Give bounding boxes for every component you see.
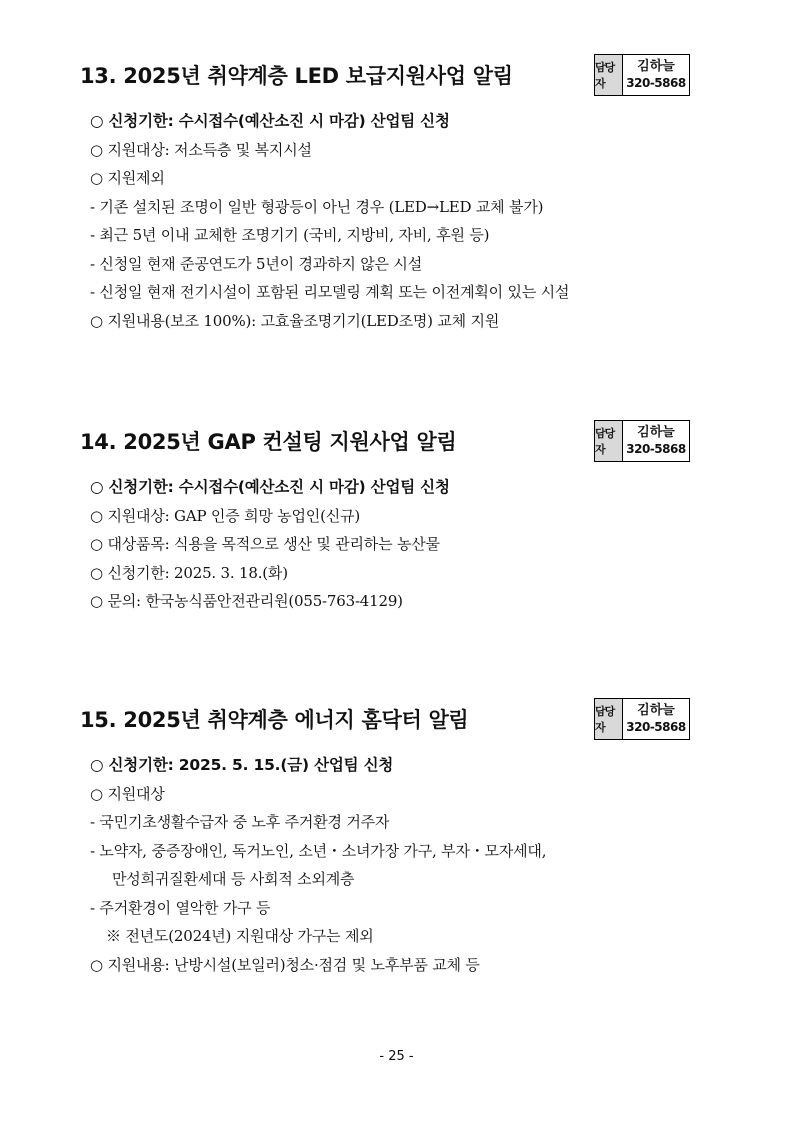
list-item: - 주거환경이 열악한 가구 등 bbox=[90, 898, 271, 917]
list-item: - 국민기초생활수급자 중 노후 주거환경 거주자 bbox=[90, 813, 390, 831]
contact-label: 담당자 bbox=[595, 55, 623, 95]
section-title: 15. 2025년 취약계층 에너지 홈닥터 알림 bbox=[80, 708, 469, 732]
note-line: ※ 전년도(2024년) 지원대상 가구는 제외 bbox=[106, 927, 374, 945]
list-item: - 신청일 현재 전기시설이 포함된 리모델링 계획 또는 이전계획이 있는 시설 bbox=[90, 283, 570, 301]
list-item: ○ 지원대상 bbox=[90, 784, 165, 803]
contact-box bbox=[594, 54, 690, 96]
list-item: - 기존 설치된 조명이 일반 형광등이 아닌 경우 (LED→LED 교체 불가) bbox=[90, 197, 544, 216]
contact-phone: 320-5868 bbox=[626, 442, 686, 456]
application-deadline-line: ○ 신청기한: 수시접수(예산소진 시 마감) 산업팀 신청 bbox=[90, 112, 450, 130]
contact-info bbox=[623, 55, 689, 95]
list-item-continuation: 만성희귀질환세대 등 사회적 소외계층 bbox=[112, 870, 355, 888]
contact-info bbox=[623, 421, 689, 461]
contact-phone: 320-5868 bbox=[626, 76, 686, 90]
list-item: ○ 지원대상: GAP 인증 희망 농업인(신규) bbox=[90, 506, 360, 525]
contact-info bbox=[623, 699, 689, 739]
list-item: - 노약자, 중증장애인, 독거노인, 소년・소녀가장 가구, 부자・모자세대, bbox=[90, 841, 547, 860]
contact-label: 담당자 bbox=[595, 699, 623, 739]
list-item: ○ 지원대상: 저소득층 및 복지시설 bbox=[90, 140, 312, 159]
list-item: ○ 지원내용(보조 100%): 고효율조명기기(LED조명) 교체 지원 bbox=[90, 311, 500, 330]
list-item: - 신청일 현재 준공연도가 5년이 경과하지 않은 시설 bbox=[90, 254, 422, 273]
contact-name: 김하늘 bbox=[637, 703, 675, 718]
application-deadline-line: ○ 신청기한: 2025. 5. 15.(금) 산업팀 신청 bbox=[90, 756, 394, 774]
section-body bbox=[90, 107, 730, 335]
contact-name: 김하늘 bbox=[637, 425, 675, 440]
list-item: ○ 신청기한: 2025. 3. 18.(화) bbox=[90, 563, 288, 582]
contact-box bbox=[594, 420, 690, 462]
contact-label: 담당자 bbox=[595, 421, 623, 461]
list-item: ○ 문의: 한국농식품안전관리원(055-763-4129) bbox=[90, 592, 403, 610]
section-body bbox=[90, 473, 730, 616]
list-item: ○ 지원제외 bbox=[90, 169, 165, 187]
list-item: ○ 지원내용: 난방시설(보일러)청소·점검 및 노후부품 교체 등 bbox=[90, 955, 480, 974]
contact-name: 김하늘 bbox=[637, 59, 675, 74]
page-number: - 25 - bbox=[379, 1049, 414, 1064]
list-item: ○ 대상품목: 식용을 목적으로 생산 및 관리하는 농산물 bbox=[90, 535, 440, 553]
contact-box bbox=[594, 698, 690, 740]
application-deadline-line: ○ 신청기한: 수시접수(예산소진 시 마감) 산업팀 신청 bbox=[90, 478, 450, 496]
list-item: - 최근 5년 이내 교체한 조명기기 (국비, 지방비, 자비, 후원 등) bbox=[90, 226, 490, 244]
contact-phone: 320-5868 bbox=[626, 720, 686, 734]
section-title: 13. 2025년 취약계층 LED 보급지원사업 알림 bbox=[80, 64, 513, 88]
section-body bbox=[90, 751, 730, 979]
section-title: 14. 2025년 GAP 컨설팅 지원사업 알림 bbox=[80, 430, 457, 454]
